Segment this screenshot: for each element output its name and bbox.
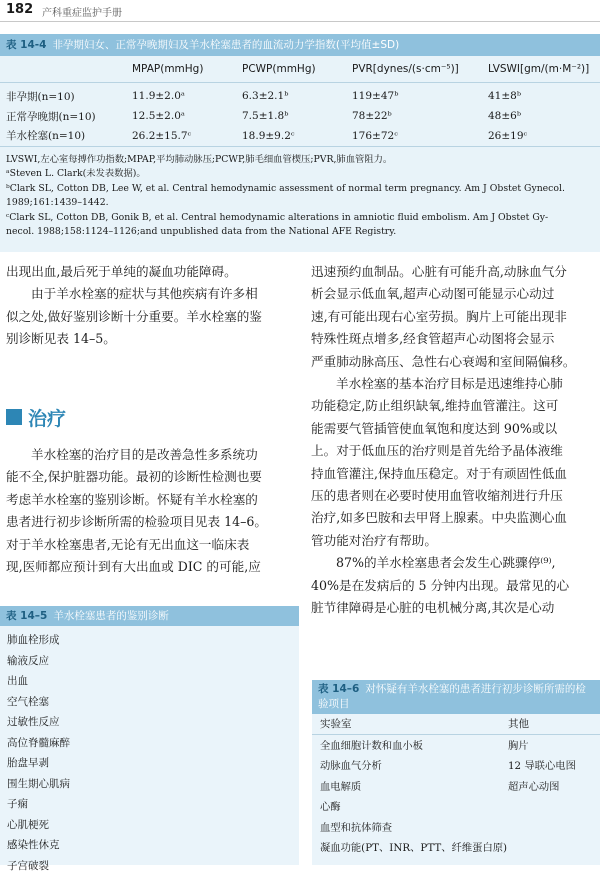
paragraph-line: 由于羊水栓塞的症状与其他疾病有许多相 bbox=[6, 283, 296, 305]
paragraph-line: 脏节律障碍是心脏的电机械分离,其次是心动 bbox=[311, 597, 600, 619]
table-cell: 176±72ᶜ bbox=[340, 126, 478, 146]
table-title: 对怀疑有羊水栓塞的患者进行初步诊断所需的检验项目 bbox=[318, 683, 586, 710]
table-cell: 血电解质 bbox=[312, 775, 508, 796]
table-cell: 超声心动图 bbox=[508, 775, 600, 796]
paragraph-line: 上。对于低血压的治疗则是首先给予晶体液维 bbox=[311, 440, 600, 462]
table-cell: 41±8ᵇ bbox=[478, 82, 600, 106]
column-header: PCWP(mmHg) bbox=[232, 56, 340, 82]
list-item: 围生期心肌病 bbox=[0, 774, 299, 795]
table-note: LVSWI,左心室每搏作功指数;MPAP,平均肺动脉压;PCWP,肺毛细血管楔压;PVR,肺血管阻力。 bbox=[6, 153, 594, 168]
list-item: 心肌梗死 bbox=[0, 815, 299, 836]
table-cell: 48±6ᵇ bbox=[478, 106, 600, 126]
table-title: 羊水栓塞患者的鉴别诊断 bbox=[53, 610, 169, 622]
table-row bbox=[312, 734, 600, 755]
heading-square-icon bbox=[6, 409, 22, 425]
paragraph-line: 压的患者则在必要时使用血管收缩剂进行升压 bbox=[311, 485, 600, 507]
table-note: ᵇClark SL, Cotton DB, Lee W, et al. Central hemodynamic assessment of normal term pregnancy. Am J Obstet Gynecol. bbox=[6, 182, 594, 197]
table-cell: 6.3±2.1ᵇ bbox=[232, 82, 340, 106]
page-header bbox=[0, 0, 600, 22]
list-item: 肺血栓形成 bbox=[0, 630, 299, 651]
table-title: 非孕期妇女、正常孕晚期妇及羊水栓塞患者的血流动力学指数(平均值±SD) bbox=[52, 39, 399, 51]
treatment-text bbox=[6, 444, 296, 578]
table-row bbox=[0, 106, 600, 126]
table-row bbox=[312, 837, 600, 858]
list-item: 感染性休克 bbox=[0, 835, 299, 856]
table-row bbox=[312, 775, 600, 796]
table-note: necol. 1988;158:1124–1126;and unpublished data from the National AFE Registry. bbox=[6, 225, 594, 240]
list-item: 子痫 bbox=[0, 794, 299, 815]
table-cell: 7.5±1.8ᵇ bbox=[232, 106, 340, 126]
book-title: 产科重症监护手册 bbox=[42, 4, 122, 19]
table-caption bbox=[312, 680, 600, 714]
paragraph-line: 似之处,做好鉴别诊断十分重要。羊水栓塞的鉴 bbox=[6, 306, 296, 328]
column-header: LVSWI[gm/(m·M⁻²)] bbox=[478, 56, 600, 82]
column-header: 实验室 bbox=[312, 714, 508, 734]
table-cell: 全血细胞计数和血小板 bbox=[312, 734, 508, 755]
paragraph-line: 能需要气管插管使血氧饱和度达到 90%或以 bbox=[311, 418, 600, 440]
paragraph-line: 出现出血,最后死于单纯的凝血功能障碍。 bbox=[6, 261, 296, 283]
differential-list bbox=[0, 626, 299, 876]
paragraph-line: 严重肺动脉高压、急性右心衰竭和室间隔偏移。 bbox=[311, 351, 600, 373]
table-note: 1989;161:1439–1442. bbox=[6, 196, 594, 211]
table-14-6 bbox=[312, 680, 600, 865]
paragraph-line: 患者进行初步诊断所需的检验项目见表 14–6。 bbox=[6, 511, 296, 533]
section-heading bbox=[6, 402, 66, 432]
table-header-row bbox=[312, 714, 600, 734]
paragraph-line: 羊水栓塞的治疗目的是改善急性多系统功 bbox=[6, 444, 296, 466]
table-number: 表 14–6 bbox=[318, 683, 359, 695]
table-cell: 血型和抗体筛查 bbox=[312, 816, 508, 837]
paragraph-line: 治疗,如多巴胺和去甲肾上腺素。中央监测心血 bbox=[311, 507, 600, 529]
column-header: PVR[dynes/(s·cm⁻⁵)] bbox=[340, 56, 478, 82]
table-row bbox=[312, 796, 600, 817]
paragraph-line: 40%是在发病后的 5 分钟内出现。最常见的心 bbox=[311, 575, 600, 597]
table-cell: 18.9±9.2ᶜ bbox=[232, 126, 340, 146]
list-item: 输液反应 bbox=[0, 651, 299, 672]
right-column-text bbox=[311, 261, 600, 620]
table-caption bbox=[0, 606, 299, 626]
paragraph-line: 管功能对治疗有帮助。 bbox=[311, 530, 600, 552]
table-caption bbox=[0, 34, 600, 56]
table-cell: 胸片 bbox=[508, 734, 600, 755]
table-cell: 26.2±15.7ᶜ bbox=[120, 126, 232, 146]
table-notes bbox=[0, 147, 600, 240]
paragraph-line: 羊水栓塞的基本治疗目标是迅速维持心肺 bbox=[311, 373, 600, 395]
paragraph-line: 速,有可能出现右心室劳损。胸片上可能出现非 bbox=[311, 306, 600, 328]
table-cell bbox=[508, 796, 600, 817]
paragraph-line: 功能稳定,防止组织缺氧,维持血管灌注。这可 bbox=[311, 395, 600, 417]
list-item: 过敏性反应 bbox=[0, 712, 299, 733]
table-row bbox=[0, 126, 600, 146]
table-header-row bbox=[0, 56, 600, 82]
table-cell bbox=[508, 837, 600, 858]
paragraph-line: 迅速预约血制品。心脏有可能升高,动脉血气分 bbox=[311, 261, 600, 283]
table-number: 表 14-4 bbox=[6, 39, 46, 51]
paragraph-line: 能不全,保护脏器功能。最初的诊断性检测也要 bbox=[6, 466, 296, 488]
page-number: 182 bbox=[6, 2, 33, 17]
table-cell: 26±19ᶜ bbox=[478, 126, 600, 146]
paragraph-line: 87%的羊水栓塞患者会发生心跳骤停⁽⁹⁾, bbox=[311, 552, 600, 574]
table-cell: 羊水栓塞(n=10) bbox=[0, 126, 120, 146]
paragraph-line: 特殊性斑点增多,经食管超声心动图将会显示 bbox=[311, 328, 600, 350]
lab-tests-table bbox=[312, 714, 600, 857]
table-row bbox=[0, 82, 600, 106]
column-header bbox=[0, 56, 120, 82]
paragraph-line: 别诊断见表 14–5。 bbox=[6, 328, 296, 350]
table-cell: 非孕期(n=10) bbox=[0, 82, 120, 106]
table-cell: 凝血功能(PT、INR、PTT、纤维蛋白原) bbox=[312, 837, 508, 858]
table-14-4 bbox=[0, 34, 600, 252]
table-cell: 11.9±2.0ᵃ bbox=[120, 82, 232, 106]
table-note: ᶜClark SL, Cotton DB, Gonik B, et al. Central hemodynamic alterations in amniotic fluid embolism. Am J Obstet Gy- bbox=[6, 211, 594, 226]
left-column-text bbox=[6, 261, 296, 351]
table-cell: 心酶 bbox=[312, 796, 508, 817]
paragraph-line: 现,医师都应预计到有大出血或 DIC 的可能,应 bbox=[6, 556, 296, 578]
table-cell: 12.5±2.0ᵃ bbox=[120, 106, 232, 126]
table-cell: 119±47ᵇ bbox=[340, 82, 478, 106]
paragraph-line: 析会显示低血氧,超声心动图可能显示心动过 bbox=[311, 283, 600, 305]
table-row bbox=[312, 755, 600, 776]
list-item: 胎盘早剥 bbox=[0, 753, 299, 774]
table-14-5 bbox=[0, 606, 299, 865]
column-header: 其他 bbox=[508, 714, 600, 734]
paragraph-line: 对于羊水栓塞患者,无论有无出血这一临床表 bbox=[6, 534, 296, 556]
section-title: 治疗 bbox=[28, 404, 66, 431]
paragraph-line: 考虑羊水栓塞的鉴别诊断。怀疑有羊水栓塞的 bbox=[6, 489, 296, 511]
table-number: 表 14–5 bbox=[6, 610, 47, 622]
table-note: ᵃSteven L. Clark(未发表数据)。 bbox=[6, 167, 594, 182]
list-item: 出血 bbox=[0, 671, 299, 692]
hemodynamic-table bbox=[0, 56, 600, 147]
table-row bbox=[312, 816, 600, 837]
column-header: MPAP(mmHg) bbox=[120, 56, 232, 82]
list-item: 高位脊髓麻醉 bbox=[0, 733, 299, 754]
table-cell: 正常孕晚期(n=10) bbox=[0, 106, 120, 126]
paragraph-line: 持血管灌注,保持血压稳定。对于有顽固性低血 bbox=[311, 463, 600, 485]
table-cell: 12 导联心电图 bbox=[508, 755, 600, 776]
table-cell bbox=[508, 816, 600, 837]
table-cell: 78±22ᵇ bbox=[340, 106, 478, 126]
table-cell: 动脉血气分析 bbox=[312, 755, 508, 776]
list-item: 空气栓塞 bbox=[0, 692, 299, 713]
list-item: 子宫破裂 bbox=[0, 856, 299, 876]
